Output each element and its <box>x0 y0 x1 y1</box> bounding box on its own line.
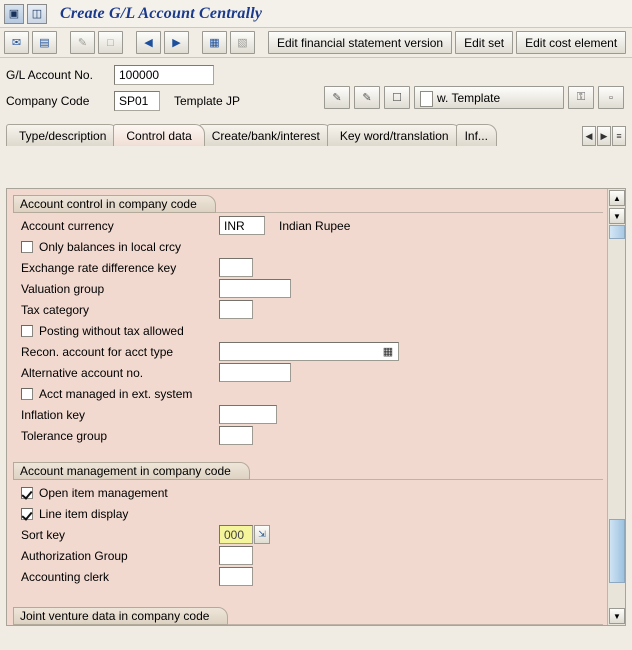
only-balances-in-local-crcy-checkbox[interactable] <box>21 241 33 253</box>
save-button[interactable]: ✉ <box>4 31 29 54</box>
company-code-input[interactable]: SP01 <box>114 91 160 111</box>
copy-button[interactable]: ☐ <box>384 86 410 109</box>
main-toolbar <box>0 28 632 58</box>
row-inflation-key <box>13 404 607 425</box>
tab-key-word-translation[interactable]: Key word/translation <box>327 124 462 146</box>
sort-key-label: Sort key <box>21 527 66 542</box>
line-item-display-checkbox[interactable] <box>21 508 33 520</box>
status-bar <box>0 628 632 650</box>
recon-account-for-acct-type-input[interactable] <box>219 342 399 361</box>
scroll-down-button[interactable]: ▼ <box>609 608 625 624</box>
row-accounting-clerk <box>13 566 607 587</box>
group-title-joint-venture: Joint venture data in company code <box>13 607 228 625</box>
company-code-label: Company Code <box>6 94 90 108</box>
with-template-button[interactable]: w. Template <box>414 86 564 109</box>
control-data-panel <box>6 188 626 626</box>
valuation-group-label: Valuation group <box>21 281 105 296</box>
row-acct-managed-in-ext-system[interactable] <box>13 383 607 404</box>
tab-scroll-left-button[interactable]: ◀ <box>582 126 596 146</box>
row-tax-category <box>13 299 607 320</box>
row-open-item-management[interactable] <box>13 482 607 503</box>
template-text: Template JP <box>174 94 241 108</box>
alternative-account-no-input[interactable] <box>219 363 291 382</box>
inflation-key-label: Inflation key <box>21 407 86 422</box>
acct-managed-in-ext-system-checkbox[interactable] <box>21 388 33 400</box>
scroll-thumb[interactable] <box>609 519 625 583</box>
inflation-key-input[interactable] <box>219 405 277 424</box>
scroll-thumb-upper[interactable] <box>609 225 625 239</box>
chart-of-accounts-button[interactable]: ▦ <box>202 31 227 54</box>
tolerance-group-label: Tolerance group <box>21 428 108 443</box>
account-currency-label: Account currency <box>21 218 114 233</box>
gl-account-row <box>6 64 632 86</box>
authorization-group-label: Authorization Group <box>21 548 128 563</box>
gl-account-input[interactable]: 100000 <box>114 65 214 85</box>
open-item-management-label: Open item management <box>39 485 168 500</box>
row-tolerance-group <box>13 425 607 446</box>
edit-financial-statement-version-button[interactable]: Edit financial statement version <box>268 31 452 54</box>
group-account-control-in-company-code <box>13 195 607 213</box>
group-joint-venture-data-in-company-code <box>13 607 607 625</box>
lock-button[interactable]: ⚿ <box>568 86 594 109</box>
tax-category-input[interactable] <box>219 300 253 319</box>
panel-vertical-scrollbar[interactable] <box>607 189 625 625</box>
tab-information[interactable]: Inf... <box>456 124 497 146</box>
change-button[interactable]: ✎ <box>354 86 380 109</box>
page-title: Create G/L Account Centrally <box>60 4 263 22</box>
group-account-management-in-company-code <box>13 462 607 480</box>
forward-button[interactable]: ▶ <box>164 31 189 54</box>
group-title-account-management: Account management in company code <box>13 462 250 480</box>
authorization-group-input[interactable] <box>219 546 253 565</box>
tab-strip <box>6 122 626 146</box>
back-button[interactable]: ◀ <box>136 31 161 54</box>
only-balances-in-local-crcy-label: Only balances in local crcy <box>39 239 182 254</box>
app-icon[interactable]: ▣ <box>4 4 24 24</box>
title-bar <box>0 0 632 28</box>
exchange-rate-difference-key-label: Exchange rate difference key <box>21 260 177 275</box>
tab-type-description[interactable]: Type/description <box>6 124 119 146</box>
sort-key-search-help-icon[interactable]: ⇲ <box>254 525 270 544</box>
row-exchange-rate-difference-key <box>13 257 607 278</box>
sort-key-input[interactable]: 000 <box>219 525 253 544</box>
valuation-group-input[interactable] <box>219 279 291 298</box>
accounting-clerk-input[interactable] <box>219 567 253 586</box>
header-button-group <box>324 86 624 109</box>
posting-without-tax-allowed-checkbox[interactable] <box>21 325 33 337</box>
tab-scroll-right-button[interactable]: ▶ <box>597 126 611 146</box>
account-currency-description: Indian Rupee <box>279 218 351 233</box>
gl-account-label: G/L Account No. <box>6 68 93 82</box>
doc-icon[interactable]: ◫ <box>27 4 47 24</box>
open-item-management-checkbox[interactable] <box>21 487 33 499</box>
recon-account-dropdown-icon[interactable]: ▦ <box>382 346 394 358</box>
row-sort-key <box>13 524 607 545</box>
acct-managed-in-ext-system-label: Acct managed in ext. system <box>39 386 193 401</box>
posting-without-tax-allowed-label: Posting without tax allowed <box>39 323 184 338</box>
row-alternative-account-no <box>13 362 607 383</box>
display-change-button[interactable]: ✎ <box>70 31 95 54</box>
row-posting-without-tax-allowed[interactable] <box>13 320 607 341</box>
scroll-up-button[interactable]: ▲ <box>609 190 625 206</box>
account-currency-input[interactable]: INR <box>219 216 265 235</box>
line-item-display-label: Line item display <box>39 506 129 521</box>
accounting-clerk-label: Accounting clerk <box>21 569 110 584</box>
tab-list-button[interactable]: ≡ <box>612 126 626 146</box>
tolerance-group-input[interactable] <box>219 426 253 445</box>
row-line-item-display[interactable] <box>13 503 607 524</box>
tax-category-label: Tax category <box>21 302 90 317</box>
row-recon-account-for-acct-type <box>13 341 607 362</box>
trash-button[interactable]: ▫ <box>598 86 624 109</box>
edit-cost-element-button[interactable]: Edit cost element <box>516 31 626 54</box>
row-authorization-group <box>13 545 607 566</box>
scroll-up-page-button[interactable]: ▼ <box>609 208 625 224</box>
row-only-balances-in-local-crcy[interactable] <box>13 236 607 257</box>
edit-description-button[interactable]: ✎ <box>324 86 350 109</box>
group-title-account-control: Account control in company code <box>13 195 216 213</box>
alternative-account-no-label: Alternative account no. <box>21 365 144 380</box>
exchange-rate-difference-key-input[interactable] <box>219 258 253 277</box>
tab-create-bank-interest[interactable]: Create/bank/interest <box>199 124 333 146</box>
row-account-currency <box>13 215 607 236</box>
row-valuation-group <box>13 278 607 299</box>
control-data-content <box>7 189 607 625</box>
edit-button[interactable]: □ <box>98 31 123 54</box>
tab-nav <box>582 126 626 146</box>
recon-account-for-acct-type-label: Recon. account for acct type <box>21 344 174 359</box>
edit-set-button[interactable]: Edit set <box>455 31 513 54</box>
tab-control-data[interactable]: Control data <box>113 124 204 146</box>
header-area <box>0 58 632 122</box>
delete-button[interactable]: ▧ <box>230 31 255 54</box>
other-gl-account-button[interactable]: ▤ <box>32 31 57 54</box>
